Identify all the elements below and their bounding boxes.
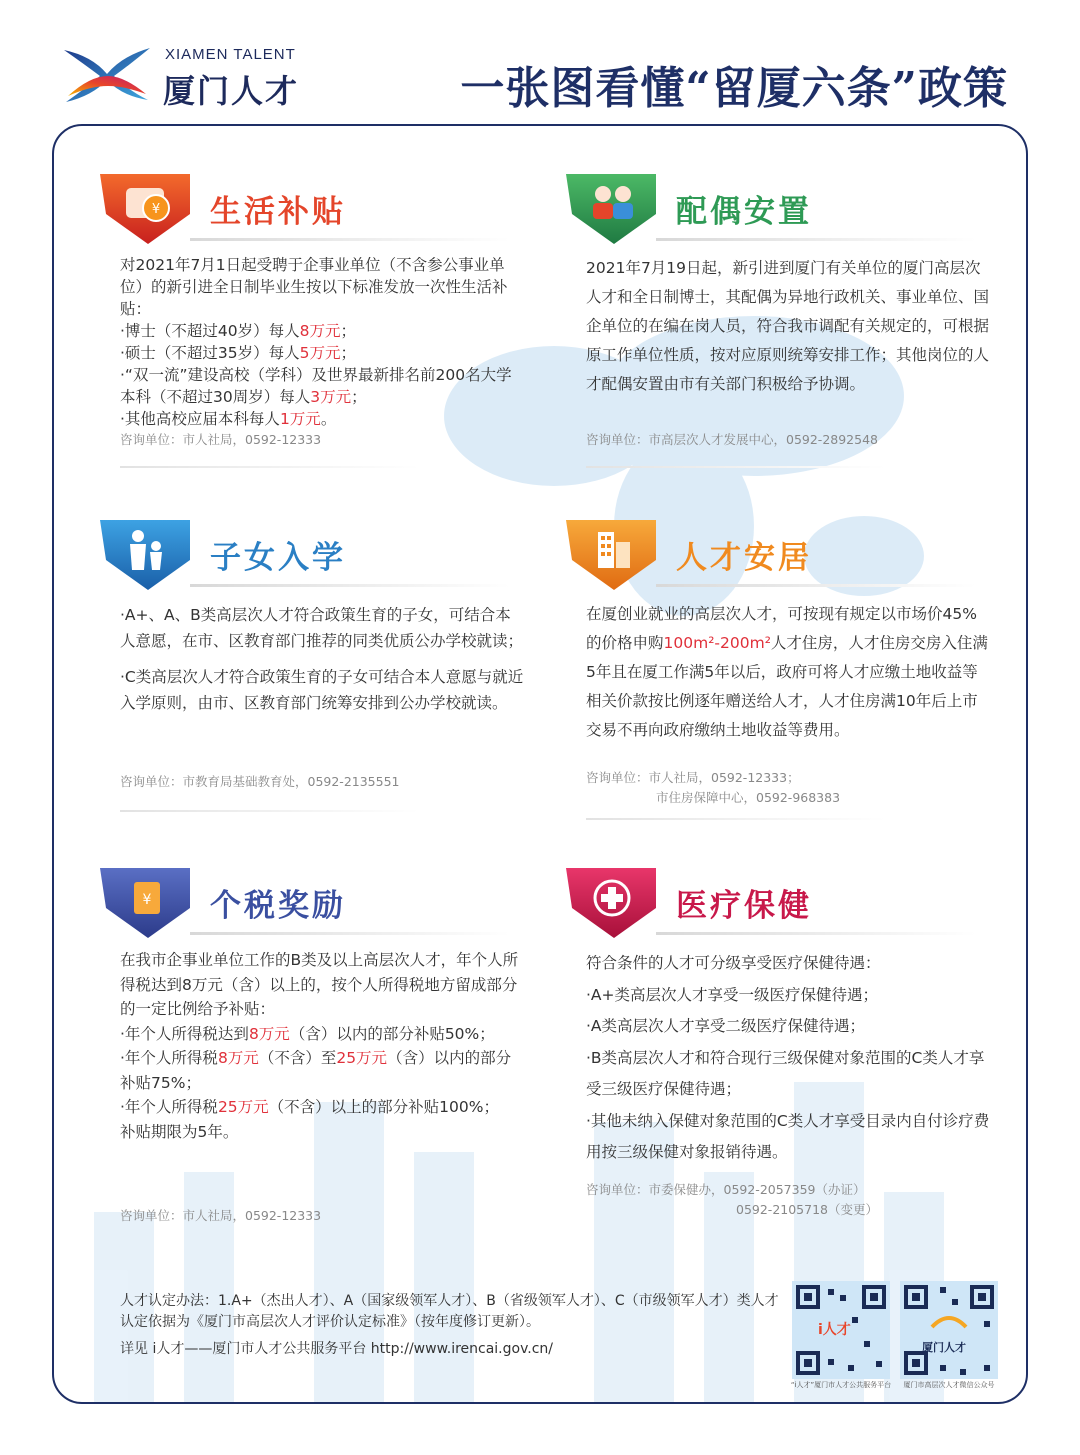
section-medical-care — [566, 868, 1006, 1228]
qr-logo-text: i人才 — [818, 1322, 851, 1338]
irencai-platform-link[interactable]: 详见 i人才——厦门市人才公共服务平台 http://www.irencai.gov.cn/ — [120, 1341, 554, 1357]
title-divider — [190, 932, 510, 935]
section-title: 人才安居 — [676, 540, 812, 576]
section-body — [120, 254, 525, 430]
intro-text: 符合条件的人才可分级享受医疗保健待遇： — [586, 954, 881, 972]
list-item: ·年个人所得税8万元（不含）至25万元（含）以内的部分补贴75%； — [120, 1049, 512, 1092]
consult-info: 咨询单位：市人社局，0592-12333 — [120, 1208, 322, 1223]
medical-cross-icon — [566, 868, 662, 938]
section-title: 医疗保健 — [676, 888, 812, 924]
section-body: 在厦创业就业的高层次人才，可按现有规定以市场价45%的价格申购100m²-200m²人才住房，人才住房交房入住满5年且在厦工作满5年以后，政府可将人才应缴土地收益等相关价款按比例逐年赠送给人才，人才住房满10年后上市交易不再向政府缴纳土地收益等费用。 — [586, 605, 988, 739]
talent-certification-note: 人才认定办法：1.A+（杰出人才）、A（国家级领军人才）、B（省级领军人才）、C（市级领军人才）类人才认定依据为《厦门市高层次人才评价认定标准》（按年度修订更新）。 — [120, 1293, 779, 1330]
parent-child-icon — [100, 520, 196, 590]
tax-envelope-icon — [100, 868, 196, 938]
section-title: 生活补贴 — [210, 194, 346, 230]
page-title: 一张图看懂“留厦六条”政策 — [460, 63, 1008, 114]
section-divider — [586, 818, 886, 820]
title-divider — [656, 238, 976, 241]
paragraph: ·A+、A、B类高层次人才符合政策生育的子女，可结合本人意愿，在市、区教育部门推荐的同类优质公办学校就读； — [120, 606, 524, 650]
section-title: 子女入学 — [210, 540, 346, 576]
intro-text: 在我市企事业单位工作的B类及以上高层次人才，年个人所得税达到8万元（含）以上的，按个人所得税地方留成部分的一定比例给予补贴： — [120, 951, 519, 1018]
section-spouse-placement — [566, 174, 1006, 474]
section-talent-housing — [566, 520, 1006, 830]
section-body — [120, 948, 525, 1144]
section-children-school — [100, 520, 540, 830]
section-tax-incentive — [100, 868, 540, 1228]
housing-area-range: 100m²-200m² — [663, 634, 771, 652]
list-item: ·博士（不超过40岁）每人8万元； — [120, 322, 357, 340]
consult-info: 咨询单位：市教育局基础教育处，0592-2135551 — [120, 774, 400, 789]
couple-icon — [566, 174, 662, 244]
section-living-allowance — [100, 174, 540, 474]
svg-text:¥: ¥ — [151, 202, 161, 217]
title-divider — [656, 584, 976, 587]
paragraph: ·C类高层次人才符合政策生育的子女可结合本人意愿与就近入学原则，由市、区教育部门统筹安排到公办学校就读。 — [120, 668, 524, 712]
qr-caption: 厦门市高层次人才微信公众号 — [903, 1381, 995, 1389]
irencai-qr-code-icon[interactable] — [792, 1281, 890, 1379]
section-divider — [586, 466, 886, 468]
building-icon — [566, 520, 662, 590]
logo-chinese-text: 厦门人才 — [163, 72, 300, 110]
policy-card — [52, 124, 1028, 1404]
list-item: ·其他未纳入保健对象范围的C类人才享受目录内自付诊疗费用按三级保健对象报销待遇。 — [586, 1111, 990, 1161]
section-divider — [120, 810, 420, 812]
title-divider — [190, 238, 510, 241]
section-body — [586, 948, 991, 1169]
list-item: ·其他高校应届本科每人1万元。 — [120, 410, 337, 428]
coin-wallet-icon — [100, 174, 196, 244]
list-item: ·A类高层次人才享受二级医疗保健待遇； — [586, 1017, 866, 1035]
consult-info: 咨询单位：市高层次人才发展中心，0592-2892548 — [586, 432, 878, 447]
consult-info: 咨询单位：市人社局，0592-12333 — [120, 432, 322, 447]
svg-text:¥: ¥ — [142, 892, 152, 908]
section-title: 配偶安置 — [676, 194, 812, 230]
logo-english-text: XIAMEN TALENT — [165, 46, 296, 63]
intro-text: 对2021年7月1日起受聘于企事业单位（不含参公事业单位）的新引进全日制毕业生按以下标准发放一次性生活补贴： — [120, 256, 508, 318]
consult-info: 咨询单位：市人社局，0592-12333； 市住房保障中心，0592-968383 — [586, 770, 841, 805]
list-item: ·年个人所得税达到8万元（含）以内的部分补贴50%； — [120, 1024, 495, 1043]
section-divider — [120, 466, 420, 468]
subsidy-period: 补贴期限为5年。 — [120, 1122, 239, 1141]
wechat-qr-code-icon[interactable] — [900, 1281, 998, 1379]
list-item: ·B类高层次人才和符合现行三级保健对象范围的C类人才享受三级医疗保健待遇； — [586, 1048, 985, 1098]
section-body — [120, 602, 525, 716]
consult-info: 咨询单位：市委保健办，0592-2057359（办证） 0592-2105718（变更） — [586, 1182, 878, 1217]
list-item: ·年个人所得税25万元（不含）以上的部分补贴100%； — [120, 1098, 499, 1116]
list-item: ·“双一流”建设高校（学科）及世界最新排名前200名大学本科（不超过30周岁）每人3万元； — [120, 366, 512, 406]
xiamen-talent-logo-icon — [62, 46, 152, 104]
section-title: 个税奖励 — [210, 888, 346, 924]
list-item: ·硕士（不超过35岁）每人5万元； — [120, 344, 357, 362]
list-item: ·A+类高层次人才享受一级医疗保健待遇； — [586, 985, 879, 1004]
qr-caption: “i人才”厦门市人才公共服务平台 — [790, 1381, 892, 1389]
qr-logo-text: 厦门人才 — [922, 1341, 966, 1354]
title-divider — [656, 932, 976, 935]
section-body: 2021年7月19日起，新引进到厦门有关单位的厦门高层次人才和全日制博士，其配偶为异地行政机关、事业单位、国企单位的在编在岗人员，符合我市调配有关规定的，可根据原工作单位性质，按对应原则统筹安排工作；其他岗位的人才配偶安置由市有关部门积极给予协调。 — [586, 259, 990, 393]
title-divider — [190, 584, 510, 587]
